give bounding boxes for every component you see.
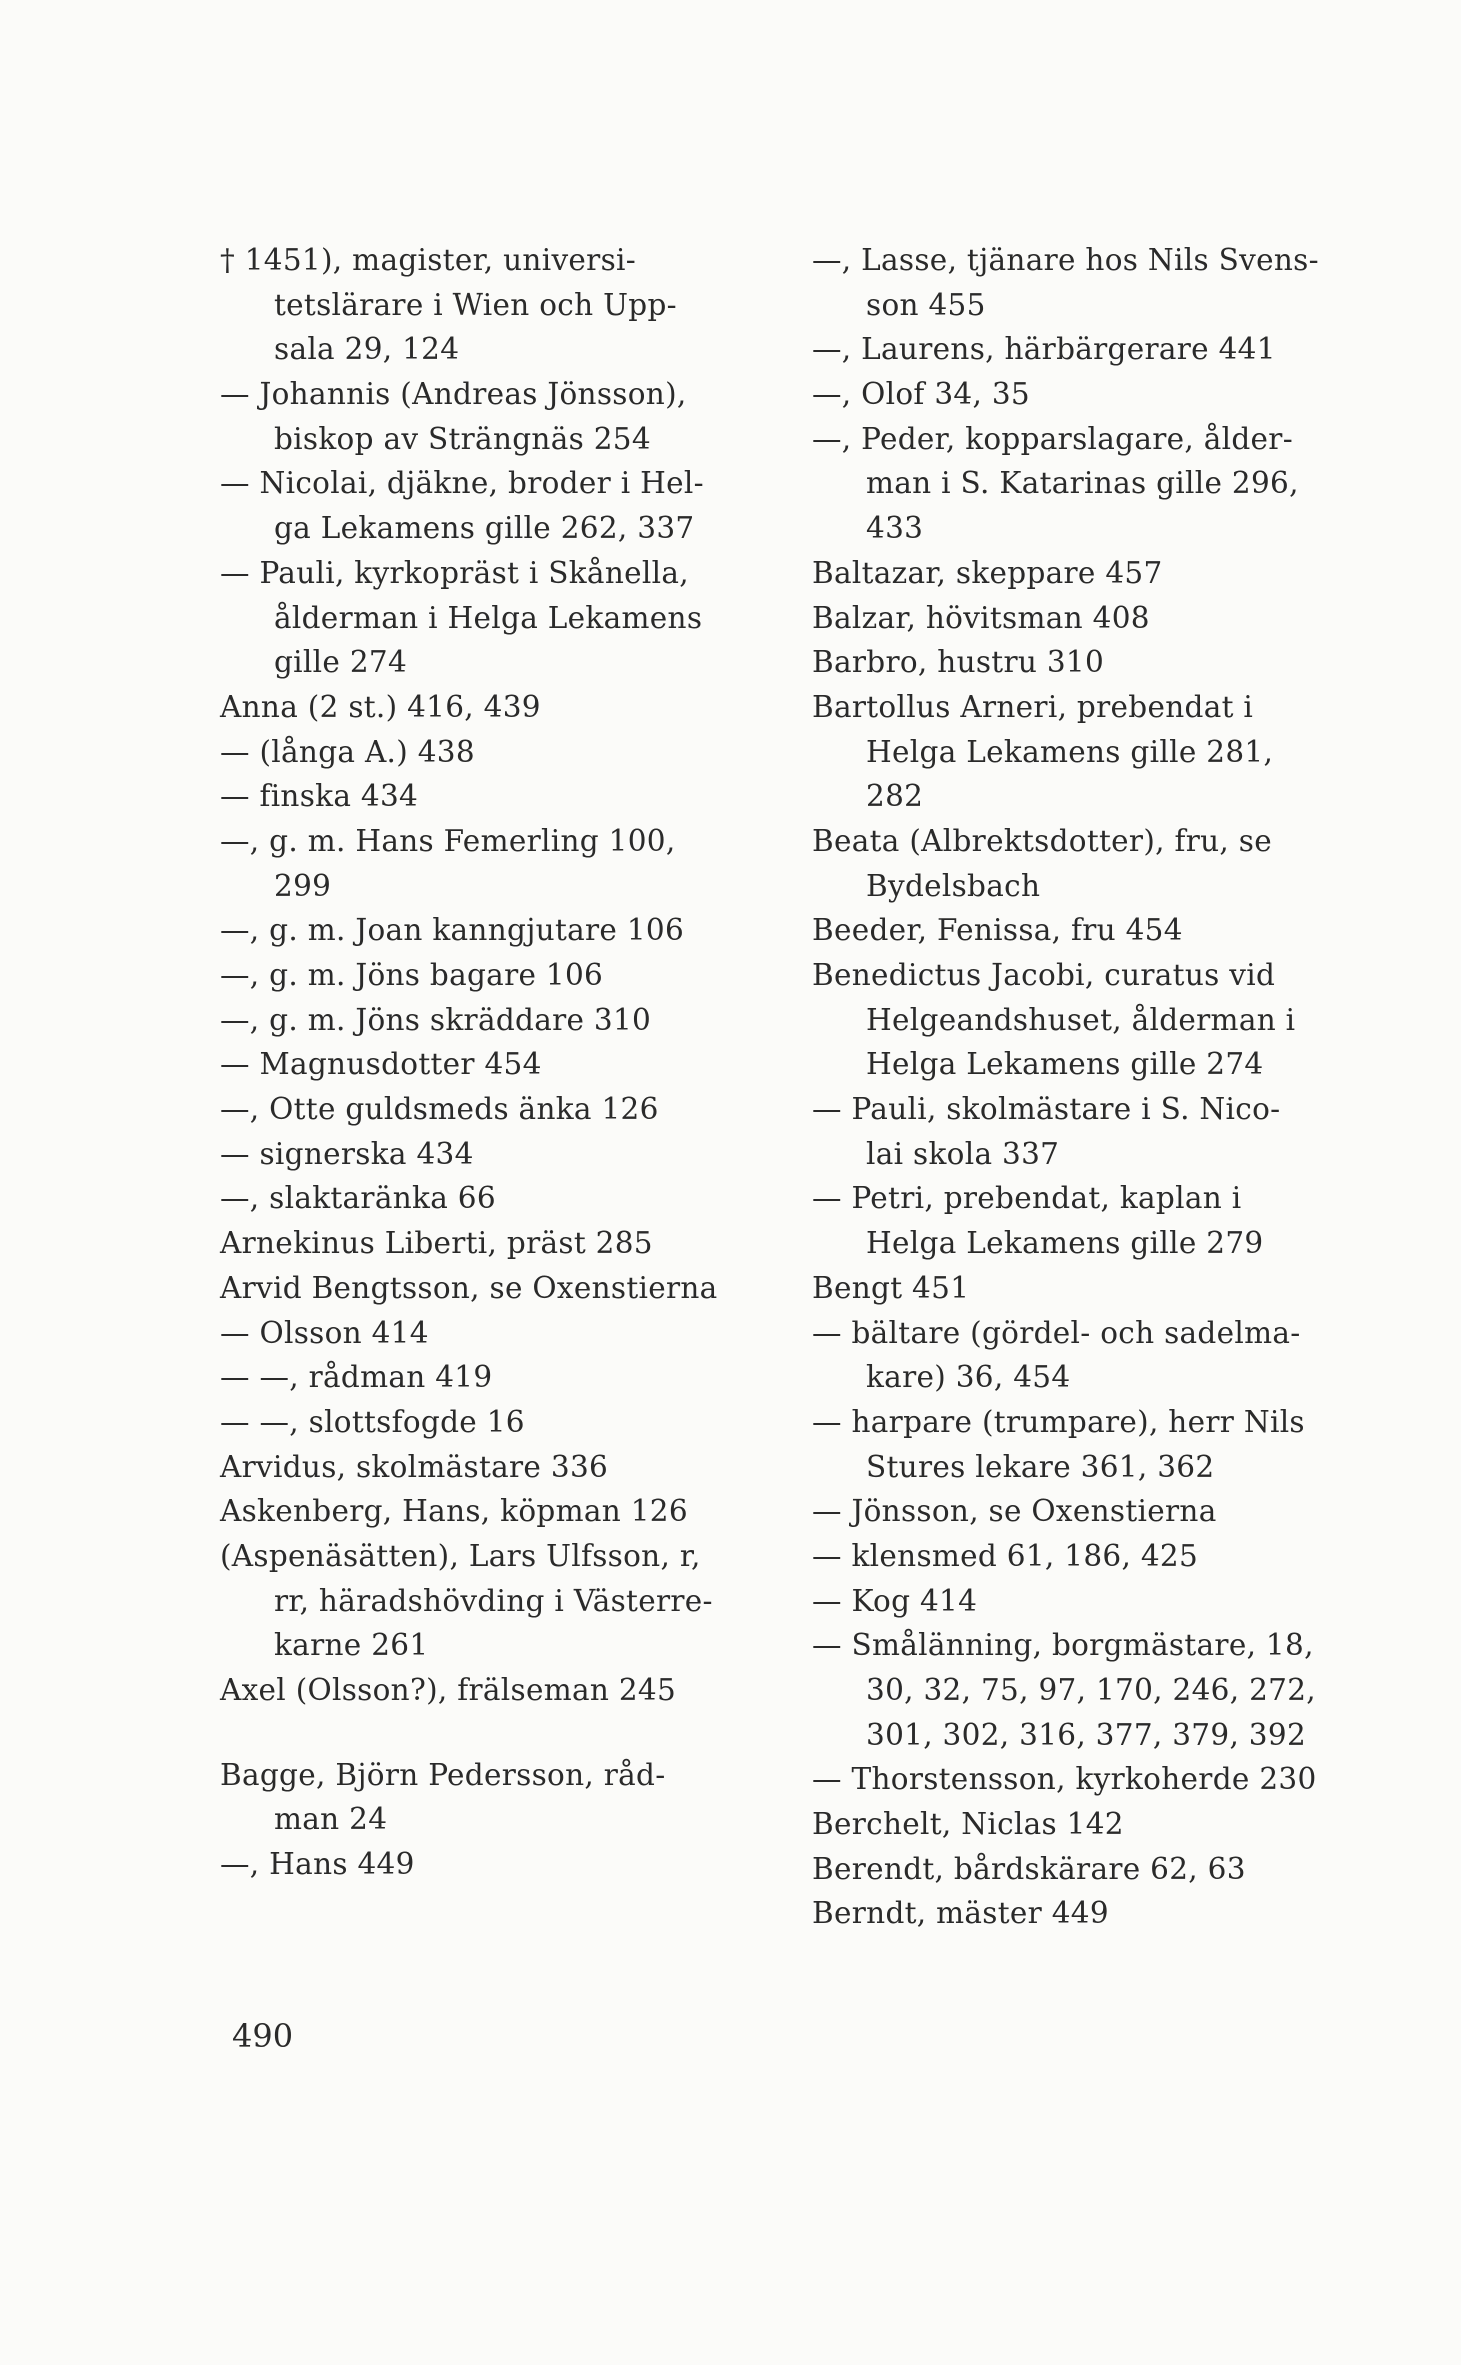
index-entry-line: — Petri, prebendat, kaplan i: [812, 1181, 1242, 1216]
index-entry-line: — Nicolai, djäkne, broder i Hel-: [220, 466, 704, 501]
index-entry-line: Arnekinus Liberti, präst 285: [220, 1226, 653, 1261]
index-entry-line: Bagge, Björn Pedersson, råd-: [220, 1757, 666, 1792]
index-entry-line: son 455: [866, 287, 986, 322]
index-entry-line: — harpare (trumpare), herr Nils: [812, 1404, 1305, 1439]
page-number: 490: [232, 2017, 294, 2055]
index-entry-line: —, Olof 34, 35: [812, 377, 1030, 412]
index-entry-line: Beata (Albrektsdotter), fru, se: [812, 823, 1272, 858]
index-entry-line: sala 29, 124: [274, 332, 460, 367]
index-entry-line: † 1451), magister, universi-: [220, 243, 637, 277]
index-entry-line: Stures lekare 361, 362: [866, 1449, 1215, 1484]
index-entry-line: Arvidus, skolmästare 336: [220, 1449, 609, 1484]
index-entry-line: Benedictus Jacobi, curatus vid: [812, 958, 1276, 992]
index-column-left: [220, 238, 760, 1887]
index-entry-line: — Smålänning, borgmästare, 18,: [812, 1628, 1314, 1663]
index-entry-line: Helgeandshuset, ålderman i: [866, 1002, 1296, 1037]
index-entry-line: Barbro, hustru 310: [812, 645, 1105, 680]
index-entry-line: Bengt 451: [812, 1270, 970, 1305]
index-entry-line: Askenberg, Hans, köpman 126: [220, 1494, 688, 1529]
index-entry-line: man i S. Katarinas gille 296,: [866, 466, 1299, 501]
index-entry-line: 282: [866, 779, 924, 814]
index-entry-line: lai skola 337: [866, 1136, 1060, 1171]
index-entry-line: ga Lekamens gille 262, 337: [274, 511, 695, 546]
index-entry-line: — Olsson 414: [220, 1315, 429, 1350]
index-entry-line: Helga Lekamens gille 281,: [866, 734, 1274, 769]
index-column-right: [812, 238, 1357, 1936]
index-entry-line: — Kog 414: [812, 1583, 978, 1618]
index-entry-line: — klensmed 61, 186, 425: [812, 1538, 1199, 1573]
index-entry-line: Helga Lekamens gille 279: [866, 1226, 1264, 1261]
index-entry-line: gille 274: [274, 645, 408, 680]
index-entry-line: 301, 302, 316, 377, 379, 392: [866, 1717, 1307, 1752]
index-entry-line: —, Otte guldsmeds änka 126: [220, 1092, 659, 1127]
index-entry-line: (Aspenäsätten), Lars Ulfsson, r,: [220, 1538, 701, 1573]
index-entry-line: — (långa A.) 438: [220, 734, 475, 769]
index-entry-line: 30, 32, 75, 97, 170, 246, 272,: [866, 1673, 1316, 1707]
index-entry-line: Arvid Bengtsson, se Oxenstierna: [220, 1270, 718, 1305]
index-entry-line: —, slaktaränka 66: [220, 1181, 496, 1216]
index-entry-line: —, g. m. Joan kanngjutare 106: [220, 913, 685, 948]
index-entry-line: Beeder, Fenissa, fru 454: [812, 913, 1183, 948]
index-entry-line: man 24: [274, 1802, 388, 1837]
index-entry-line: karne 261: [274, 1628, 429, 1663]
index-entry-line: Balzar, hövitsman 408: [812, 600, 1150, 635]
index-entry-line: Berndt, mäster 449: [812, 1896, 1109, 1931]
index-entry-line: —, Hans 449: [220, 1847, 415, 1882]
index-entry-line: — Thorstensson, kyrkoherde 230: [812, 1762, 1317, 1797]
index-entry-line: —, g. m. Jöns bagare 106: [220, 958, 604, 992]
index-entry-line: —, Peder, kopparslagare, ålder-: [812, 421, 1293, 456]
index-entry-line: Berchelt, Niclas 142: [812, 1807, 1124, 1842]
index-entry-line: — Pauli, skolmästare i S. Nico-: [812, 1092, 1281, 1127]
index-entry-line: — signerska 434: [220, 1136, 474, 1171]
index-entry-line: Helga Lekamens gille 274: [866, 1047, 1264, 1082]
index-entry-line: biskop av Strängnäs 254: [274, 421, 651, 456]
index-entry-line: ålderman i Helga Lekamens: [274, 600, 703, 635]
index-entry-line: — Pauli, kyrkopräst i Skånella,: [220, 555, 689, 590]
index-entry-line: — bältare (gördel- och sadelma-: [812, 1315, 1301, 1350]
index-entry-line: tetslärare i Wien och Upp-: [274, 287, 677, 322]
index-entry-line: — Magnusdotter 454: [220, 1047, 542, 1082]
index-entry-line: —, g. m. Hans Femerling 100,: [220, 823, 676, 858]
index-entry-line: Anna (2 st.) 416, 439: [220, 689, 541, 724]
index-entry-line: —, Lasse, tjänare hos Nils Svens-: [812, 243, 1319, 277]
index-entry-line: 299: [274, 868, 332, 903]
index-entry-line: kare) 36, 454: [866, 1360, 1071, 1395]
index-entry-line: — —, rådman 419: [220, 1360, 493, 1395]
index-entry-line: —, g. m. Jöns skräddare 310: [220, 1002, 652, 1037]
index-entry-line: rr, häradshövding i Västerre-: [274, 1583, 713, 1618]
index-entry-line: Axel (Olsson?), frälseman 245: [220, 1673, 677, 1707]
index-entry-line: —, Laurens, härbärgerare 441: [812, 332, 1276, 367]
index-entry-line: 433: [866, 511, 924, 546]
index-entry-line: Bydelsbach: [866, 868, 1041, 903]
index-entry-line: — Johannis (Andreas Jönsson),: [220, 377, 687, 412]
index-entry-line: Bartollus Arneri, prebendat i: [812, 689, 1254, 724]
index-entry-line: Baltazar, skeppare 457: [812, 555, 1163, 590]
index-entry-line: — Jönsson, se Oxenstierna: [812, 1494, 1217, 1529]
index-entry-line: — —, slottsfogde 16: [220, 1404, 525, 1439]
index-entry-line: — finska 434: [220, 779, 419, 814]
index-entry-line: Berendt, bårdskärare 62, 63: [812, 1851, 1246, 1886]
